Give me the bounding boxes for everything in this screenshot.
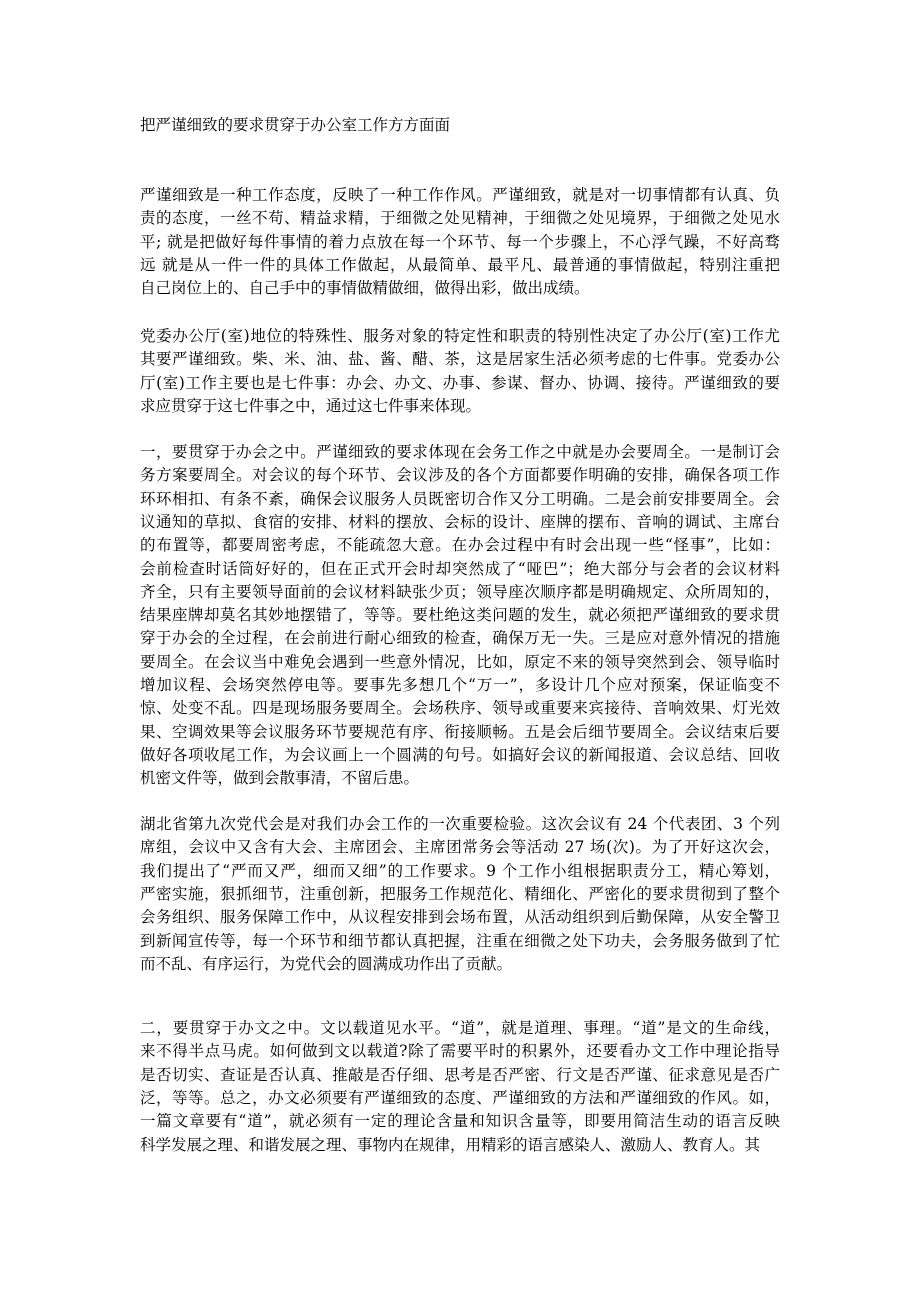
paragraph-line: 自己岗位上的、自己手中的事情做精做细，做得出彩，做出成绩。 — [140, 279, 590, 298]
paragraph-line: 湖北省第九次党代会是对我们办会工作的一次重要检验。这次会议有 24 个代表团、3 个列 — [140, 815, 780, 833]
paragraph-line: 惊、处变不乱。四是现场服务要周全。会场秩序、领导或重要来宾接待、音响效果、灯光效 — [140, 699, 780, 718]
paragraph-line: 务方案要周全。对会议的每个环节、会议涉及的各个方面都要作明确的安排，确保各项工作 — [140, 466, 780, 485]
paragraph-line: 二，要贯穿于办文之中。文以载道见水平。“道”，就是道理、事理。“道”是文的生命线， — [140, 1019, 780, 1037]
paragraph-line: 机密文件等，做到会散事清，不留后患。 — [140, 769, 420, 788]
paragraph-line: 结果座牌却莫名其妙地摆错了，等等。要杜绝这类问题的发生，就必须把严谨细致的要求贯 — [140, 606, 780, 625]
paragraph-line: 会务组织、服务保障工作中，从议程安排到会场布置，从活动组织到后勤保障，从安全警卫 — [140, 908, 780, 927]
paragraph-line: 的布置等，都要周密考虑，不能疏忽大意。在办会过程中有时会出现一些“怪事”，比如： — [140, 536, 780, 555]
paragraph-line: 会前检查时话筒好好的，但在正式开会时却突然成了“哑巴”；绝大部分与会者的会议材料 — [140, 559, 780, 578]
paragraph-line: 求应贯穿于这七件事之中，通过这七件事来体现。 — [140, 396, 482, 415]
paragraph-line: 议通知的草拟、食宿的安排、材料的摆放、会标的设计、座牌的摆布、音响的调试、主席台 — [140, 512, 780, 531]
paragraph-line: 平; 就是把做好每件事情的着力点放在每一个环节、每一个步骤上，不心浮气躁，不好高骛 — [140, 232, 780, 251]
paragraph-line: 来不得半点马虎。如何做到文以载道?除了需要平时的积累外，还要看办文工作中理论指导 — [140, 1042, 780, 1061]
paragraph-line: 严谨细致是一种工作态度，反映了一种工作作风。严谨细致，就是对一切事情都有认真、负 — [140, 186, 780, 204]
paragraph-line: 果、空调效果等会议服务环节要规范有序、衔接顺畅。五是会后细节要周全。会议结束后要 — [140, 722, 780, 741]
paragraph-line: 远 就是从一件一件的具体工作做起，从最简单、最平凡、最普通的事情做起，特别注重把 — [140, 255, 780, 274]
paragraph-line: 一篇文章要有“道”，就必须有一定的理论含量和知识含量等，即要用简洁生动的语言反映 — [140, 1112, 780, 1131]
paragraph-line: 厅(室)工作主要也是七件事：办会、办文、办事、参谋、督办、协调、接待。严谨细致的要 — [140, 373, 780, 392]
paragraph-line: 我们提出了“严而又严，细而又细”的工作要求。9 个工作小组根据职责分工，精心筹划， — [140, 861, 780, 880]
paragraph-line: 穿于办会的全过程，在会前进行耐心细致的检查，确保万无一失。三是应对意外情况的措施 — [140, 629, 780, 648]
document-title: 把严谨细致的要求贯穿于办公室工作方方面面 — [140, 116, 451, 134]
paragraph-line: 席组，会议中又含有大会、主席团会、主席团常务会等活动 27 场(次)。为了开好这次会， — [140, 838, 780, 857]
paragraph-line: 党委办公厅(室)地位的特殊性、服务对象的特定性和职责的特别性决定了办公厅(室)工作尤 — [140, 327, 780, 345]
paragraph-line: 严密实施，狠抓细节，注重创新，把服务工作规范化、精细化、严密化的要求贯彻到了整个 — [140, 884, 780, 903]
paragraph-line: 而不乱、有序运行，为党代会的圆满成功作出了贡献。 — [140, 954, 513, 973]
paragraph-line: 责的态度，一丝不苟、精益求精，于细微之处见精神，于细微之处见境界，于细微之处见水 — [140, 209, 780, 228]
paragraph-line: 要周全。在会议当中难免会遇到一些意外情况，比如，原定不来的领导突然到会、领导临时 — [140, 652, 780, 671]
paragraph-line: 环环相扣、有条不紊，确保会议服务人员既密切合作又分工明确。二是会前安排要周全。会 — [140, 489, 780, 508]
paragraph-line: 增加议程、会场突然停电等。要事先多想几个“万一”，多设计几个应对预案，保证临变不 — [140, 676, 780, 694]
paragraph-line: 泛，等等。总之，办文必须要有严谨细致的态度、严谨细致的方法和严谨细致的作风。如， — [140, 1088, 780, 1107]
paragraph-line: 是否切实、查证是否认真、推敲是否仔细、思考是否严密、行文是否严谨、征求意见是否广 — [140, 1065, 780, 1084]
paragraph-line: 齐全，只有主要领导面前的会议材料缺张少页；领导座次顺序都是明确规定、众所周知的， — [140, 582, 780, 601]
paragraph-line: 科学发展之理、和谐发展之理、事物内在规律，用精彩的语言感染人、激励人、教育人。其 — [140, 1135, 761, 1154]
paragraph-line: 一，要贯穿于办会之中。严谨细致的要求体现在会务工作之中就是办会要周全。一是制订会 — [140, 443, 780, 461]
paragraph-line: 做好各项收尾工作，为会议画上一个圆满的句号。如搞好会议的新闻报道、会议总结、回收 — [140, 745, 780, 764]
paragraph-line: 到新闻宣传等，每一个环节和细节都认真把握，注重在细微之处下功夫，会务服务做到了忙 — [140, 931, 780, 950]
paragraph-line: 其要严谨细致。柴、米、油、盐、酱、醋、茶，这是居家生活必须考虑的七件事。党委办公 — [140, 350, 780, 369]
